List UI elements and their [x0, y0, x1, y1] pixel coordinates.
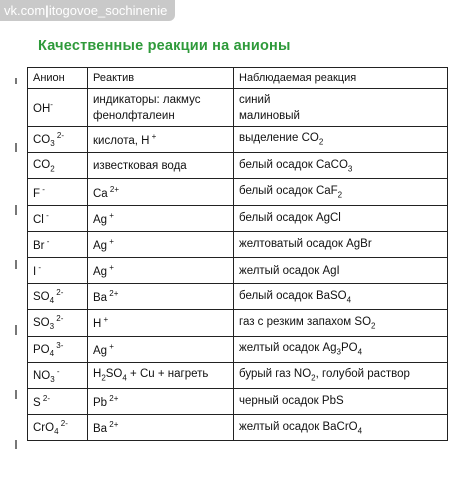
table-row — [28, 284, 448, 310]
observation-part: 4 — [346, 294, 352, 304]
table-row — [28, 336, 448, 362]
anion-part: 4 — [49, 348, 55, 358]
reagent-part: Ba — [93, 292, 108, 305]
anion-part: - — [43, 210, 49, 220]
header-anion: Анион — [28, 68, 88, 89]
observation-part: белый осадок AgCl — [239, 212, 341, 225]
table-row — [28, 310, 448, 336]
table-body — [28, 89, 448, 441]
observation-cell — [234, 388, 448, 414]
anion-part: SO — [33, 317, 50, 330]
reagent-cell — [88, 205, 234, 231]
observation-part: бурый газ NO — [239, 368, 312, 381]
reagent-part: SO — [105, 368, 123, 381]
anion-part: CO — [33, 133, 51, 146]
reagent-part: 4 — [122, 373, 127, 383]
reagent-part: 2+ — [107, 420, 119, 430]
reagent-part: + — [107, 263, 114, 273]
anion-cell — [28, 179, 88, 205]
anion-part: - — [44, 236, 50, 246]
observation-cell — [234, 336, 448, 362]
header-observation: Наблюдаемая реакция — [234, 68, 448, 89]
anion-cell — [28, 284, 88, 310]
observation-part: желтый осадок BaCrO — [239, 420, 358, 433]
margin-mark — [15, 78, 17, 84]
anion-part: Br — [33, 239, 45, 252]
observation-part: 2 — [337, 190, 343, 200]
observation-part: выделение CO — [239, 132, 319, 145]
anion-cell — [28, 388, 88, 414]
reagent-cell — [88, 89, 234, 127]
observation-part: белый осадок CaCO — [239, 158, 348, 171]
reagent-part: 2+ — [107, 184, 120, 194]
anion-part: SO — [33, 290, 50, 303]
table-header-row — [28, 68, 448, 89]
reagent-part: H — [93, 318, 102, 331]
anion-part: F — [33, 187, 41, 200]
anion-part: CrO — [33, 421, 55, 434]
reagent-part: 2+ — [107, 289, 119, 299]
anion-cell — [28, 257, 88, 283]
observation-cell — [234, 362, 448, 388]
observation-cell — [234, 257, 448, 283]
anion-part: CO — [33, 158, 51, 171]
page-title: Качественные реакции на анионы — [38, 38, 291, 54]
header-reagent: Реактив — [88, 68, 234, 89]
reagent-cell — [88, 179, 234, 205]
anion-part: 2- — [54, 131, 65, 141]
margin-mark — [15, 325, 17, 335]
anion-reactions-table — [27, 67, 448, 441]
anion-cell — [28, 231, 88, 257]
observation-cell — [234, 284, 448, 310]
table-row — [28, 362, 448, 388]
reagent-part: + — [101, 315, 109, 325]
reagent-cell — [88, 257, 234, 283]
anion-part: 3 — [49, 322, 55, 332]
reagent-cell — [88, 127, 234, 153]
anion-part: 2- — [58, 419, 68, 429]
table-row — [28, 415, 448, 441]
anion-part: S — [33, 396, 41, 409]
observation-part: желтый осадок AgI — [239, 264, 340, 277]
anion-cell — [28, 362, 88, 388]
margin-mark — [15, 440, 17, 449]
anion-part: 4 — [54, 427, 59, 437]
reagent-part: Pb — [93, 396, 108, 409]
watermark-path: itogovoe_sochinenie — [48, 3, 168, 18]
anion-part: 3 — [50, 374, 55, 384]
anion-part: - — [40, 184, 45, 194]
anion-cell — [28, 153, 88, 179]
margin-mark — [15, 143, 17, 152]
anion-part: 3 — [50, 139, 55, 149]
anion-part: 2- — [54, 288, 64, 298]
anion-part: - — [54, 366, 60, 376]
reagent-part: известковая вода — [93, 159, 187, 172]
margin-mark — [15, 205, 17, 215]
anion-cell — [28, 205, 88, 231]
anion-cell — [28, 310, 88, 336]
table-row — [28, 257, 448, 283]
anion-cell — [28, 415, 88, 441]
table-row — [28, 179, 448, 205]
table-row — [28, 127, 448, 153]
reagent-cell — [88, 362, 234, 388]
table-row — [28, 231, 448, 257]
observation-part: 3 — [336, 347, 341, 357]
reagent-cell — [88, 153, 234, 179]
anion-part: 3- — [54, 340, 64, 350]
margin-mark — [15, 390, 17, 399]
reagent-cell — [88, 284, 234, 310]
reagent-cell — [88, 336, 234, 362]
observation-part: 3 — [347, 163, 353, 173]
reagent-part: 2+ — [107, 394, 119, 404]
reagent-part: + — [107, 210, 114, 220]
observation-part: черный осадок PbS — [239, 395, 344, 408]
observation-cell — [234, 231, 448, 257]
table-row — [28, 153, 448, 179]
reagent-part: + — [149, 132, 157, 142]
reagent-cell — [88, 415, 234, 441]
observation-cell — [234, 153, 448, 179]
reagent-cell — [88, 388, 234, 414]
observation-cell — [234, 127, 448, 153]
reagent-part: + — [107, 236, 114, 246]
reagent-cell — [88, 231, 234, 257]
reagent-part: H — [93, 368, 102, 381]
observation-part: 4 — [357, 347, 363, 357]
observation-part: 2 — [311, 373, 316, 383]
observation-cell — [234, 89, 448, 127]
observation-cell — [234, 179, 448, 205]
anion-part: 2 — [50, 163, 55, 173]
anion-part: 4 — [49, 296, 55, 306]
reagent-part: + Cu + нагреть — [126, 368, 209, 381]
reagent-line: фенолфталеин — [93, 109, 175, 122]
anion-part: - — [50, 100, 53, 110]
reagent-line: индикаторы: лакмус — [93, 93, 201, 106]
anion-cell — [28, 127, 88, 153]
anion-part: - — [36, 263, 42, 273]
observation-part: белый осадок CaF — [239, 184, 338, 197]
observation-part: PO — [340, 341, 358, 354]
reagent-part: Ag — [93, 213, 108, 226]
anion-part: NO — [33, 369, 51, 382]
reagent-part: 2 — [101, 373, 106, 383]
observation-cell — [234, 205, 448, 231]
reagent-part: Ag — [93, 239, 108, 252]
observation-part: 2 — [318, 137, 324, 147]
margin-mark — [15, 260, 17, 269]
anion-cell — [28, 336, 88, 362]
observation-part: 4 — [357, 425, 363, 435]
observation-part: желтый осадок Ag — [239, 341, 337, 354]
anion-cell — [28, 89, 88, 127]
reagent-part: кислота, H — [93, 135, 150, 147]
anion-part: Cl — [33, 213, 44, 226]
observation-line: синий — [239, 93, 271, 106]
observation-part: 2 — [371, 321, 376, 331]
observation-cell — [234, 415, 448, 441]
watermark: vk.com|itogovoe_sochinenie — [0, 0, 175, 21]
observation-part: газ с резким запахом SO — [239, 315, 372, 328]
anion-part: I — [33, 265, 37, 278]
anion-part: PO — [33, 343, 50, 356]
anion-part: 2- — [54, 314, 64, 324]
reagent-part: Ba — [93, 423, 108, 436]
observation-part: белый осадок BaSO — [239, 289, 347, 302]
reagent-cell — [88, 310, 234, 336]
reagent-part: + — [107, 341, 114, 351]
reagent-part: Ag — [93, 344, 108, 357]
observation-part: , голубой раствор — [315, 368, 410, 381]
observation-line: малиновый — [239, 109, 300, 122]
reagent-part: Ca — [93, 187, 108, 200]
table-row — [28, 205, 448, 231]
table-row — [28, 388, 448, 414]
reagent-part: Ag — [93, 265, 108, 278]
observation-cell — [234, 310, 448, 336]
watermark-prefix: vk.com — [4, 3, 46, 18]
table-row — [28, 89, 448, 127]
anion-part: 2- — [40, 394, 51, 404]
observation-part: желтоватый осадок AgBr — [239, 238, 372, 251]
anion-part: OH — [33, 102, 51, 115]
